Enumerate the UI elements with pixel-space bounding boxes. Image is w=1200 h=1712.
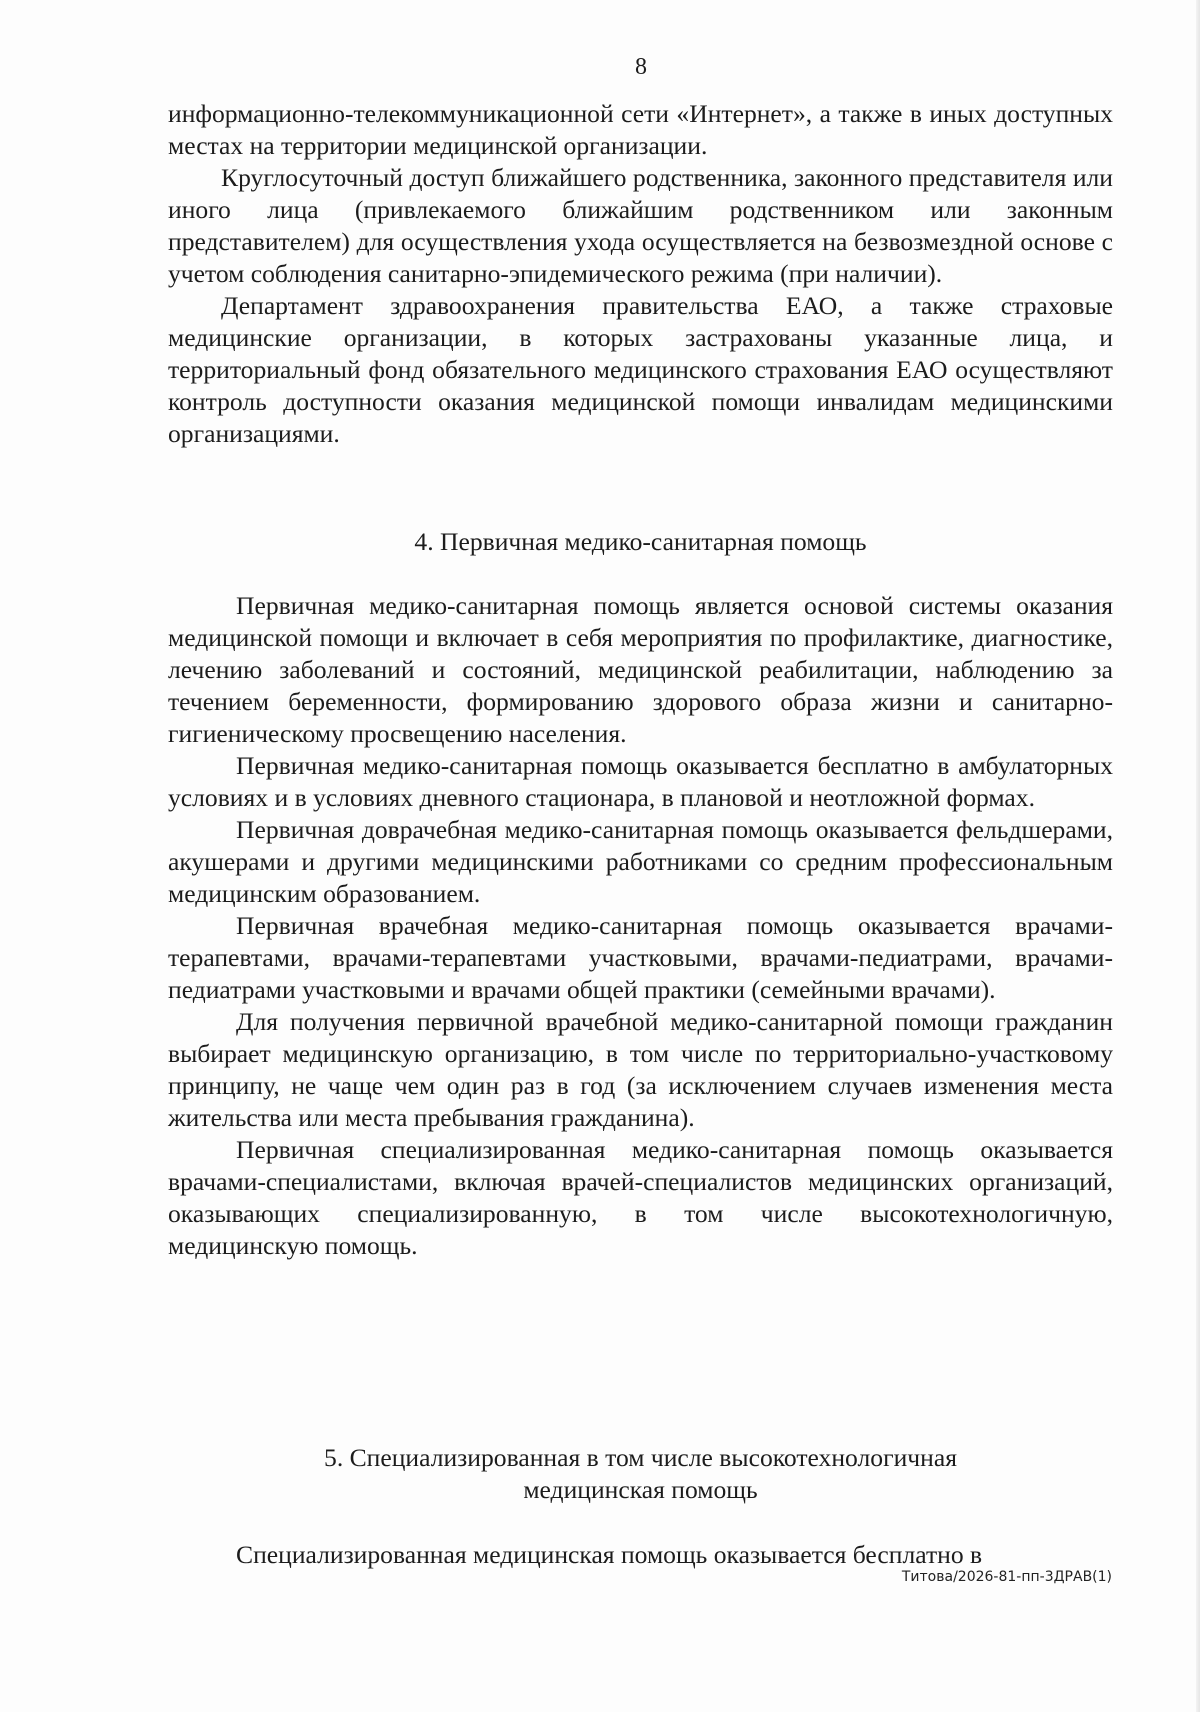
scan-edge [1196, 0, 1200, 1712]
paragraph-specialized-care-free: Специализированная медицинская помощь оказывается бесплатно в [236, 1540, 983, 1569]
paragraph-pre-medical-care: Первичная доврачебная медико-санитарная помощь оказывается фельдшерами, акушерами и другими медицинскими работниками со средним профессиональным медицинским образованием. [168, 815, 1113, 908]
section-5-text-block [168, 1539, 1113, 1571]
paragraph-physician-care: Первичная врачебная медико-санитарная помощь оказывается врачами-терапевтами, врачами-терапевтами участковыми, врачами-педиатрами, врачами-педиатрами участковыми и врачами общей практики (семейными врачами). [168, 911, 1113, 1004]
paragraph-specialized-primary-care: Первичная специализированная медико-санитарная помощь оказывается врачами-специалистами, включая врачей-специалистов медицинских организаций, оказывающих специализированную, в том числе высокотехнологичную, медицинскую помощь. [168, 1135, 1113, 1260]
intro-text-block [168, 98, 1113, 450]
section-5-heading [168, 1442, 1113, 1506]
paragraph-choice-of-organization: Для получения первичной врачебной медико-санитарной помощи гражданин выбирает медицинскую организацию, в том числе по территориально-участковому принципу, не чаще чем один раз в год (за исключением случаев изменения места жительства или места пребывания гражданина). [168, 1007, 1113, 1132]
section-4-heading-text: 4. Первичная медико-санитарная помощь [414, 527, 867, 556]
section-4-heading [168, 526, 1113, 558]
document-code: Титова/2026-81-пп-3ДРАВ(1) [901, 1569, 1112, 1585]
paragraph-continuation: информационно-телекоммуникационной сети «Интернет», а также в иных доступных местах на территории медицинской организации. [168, 99, 1113, 160]
page-number: 8 [635, 54, 647, 80]
paragraph-department-control: Департамент здравоохранения правительства ЕАО, а также страховые медицинские организации, в которых застрахованы указанные лица, и территориальный фонд обязательного медицинского страхования ЕАО осуществляют контроль доступности оказания медицинской помощи инвалидам медицинскими организациями. [168, 291, 1113, 448]
paragraph-primary-care-basis: Первичная медико-санитарная помощь является основой системы оказания медицинской помощи и включает в себя мероприятия по профилактике, диагностике, лечению заболеваний и состояний, медицинской реабилитации, наблюдению за течением беременности, формированию здорового образа жизни и санитарно-гигиеническому просвещению населения. [168, 591, 1113, 748]
paragraph-round-the-clock-access: Круглосуточный доступ ближайшего родственника, законного представителя или иного лица (привлекаемого ближайшим родственником или законным представителем) для осуществления ухода осуществляется на безвозмездной основе с учетом соблюдения санитарно-эпидемического режима (при наличии). [168, 163, 1113, 288]
section-5-heading-line-1: 5. Специализированная в том числе высокотехнологичная [324, 1443, 957, 1472]
paragraph-primary-care-free: Первичная медико-санитарная помощь оказывается бесплатно в амбулаторных условиях и в условиях дневного стационара, в плановой и неотложной формах. [168, 751, 1113, 812]
section-4-text-block [168, 590, 1113, 1262]
section-5-heading-line-2: медицинская помощь [523, 1475, 758, 1504]
